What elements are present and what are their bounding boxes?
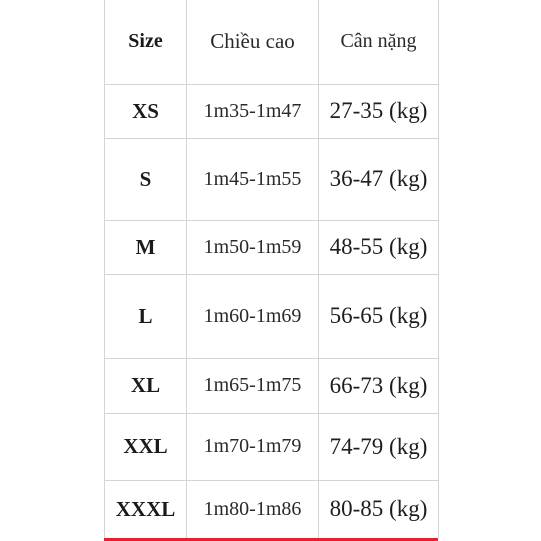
table-row — [105, 480, 439, 538]
height-cell: 1m60-1m69 — [187, 274, 319, 358]
size-cell: XS — [105, 84, 187, 138]
weight-cell: 80-85 (kg) — [319, 480, 439, 538]
table-row — [105, 138, 439, 220]
table-row — [105, 84, 439, 138]
size-chart-table — [104, 0, 439, 538]
table-row — [105, 274, 439, 358]
header-weight: Cân nặng — [319, 0, 439, 84]
weight-cell: 27-35 (kg) — [319, 84, 439, 138]
height-cell: 1m45-1m55 — [187, 138, 319, 220]
size-cell: M — [105, 220, 187, 274]
size-cell: L — [105, 274, 187, 358]
table-row — [105, 358, 439, 413]
table-row — [105, 220, 439, 274]
size-cell: XXL — [105, 413, 187, 480]
height-cell: 1m70-1m79 — [187, 413, 319, 480]
weight-cell: 74-79 (kg) — [319, 413, 439, 480]
table-row — [105, 413, 439, 480]
weight-cell: 36-47 (kg) — [319, 138, 439, 220]
height-cell: 1m80-1m86 — [187, 480, 319, 538]
height-cell: 1m35-1m47 — [187, 84, 319, 138]
height-cell: 1m50-1m59 — [187, 220, 319, 274]
header-size: Size — [105, 0, 187, 84]
size-cell: S — [105, 138, 187, 220]
size-cell: XL — [105, 358, 187, 413]
weight-cell: 66-73 (kg) — [319, 358, 439, 413]
weight-cell: 56-65 (kg) — [319, 274, 439, 358]
size-cell: XXXL — [105, 480, 187, 538]
table-header-row — [105, 0, 439, 84]
weight-cell: 48-55 (kg) — [319, 220, 439, 274]
header-height: Chiều cao — [187, 0, 319, 84]
height-cell: 1m65-1m75 — [187, 358, 319, 413]
